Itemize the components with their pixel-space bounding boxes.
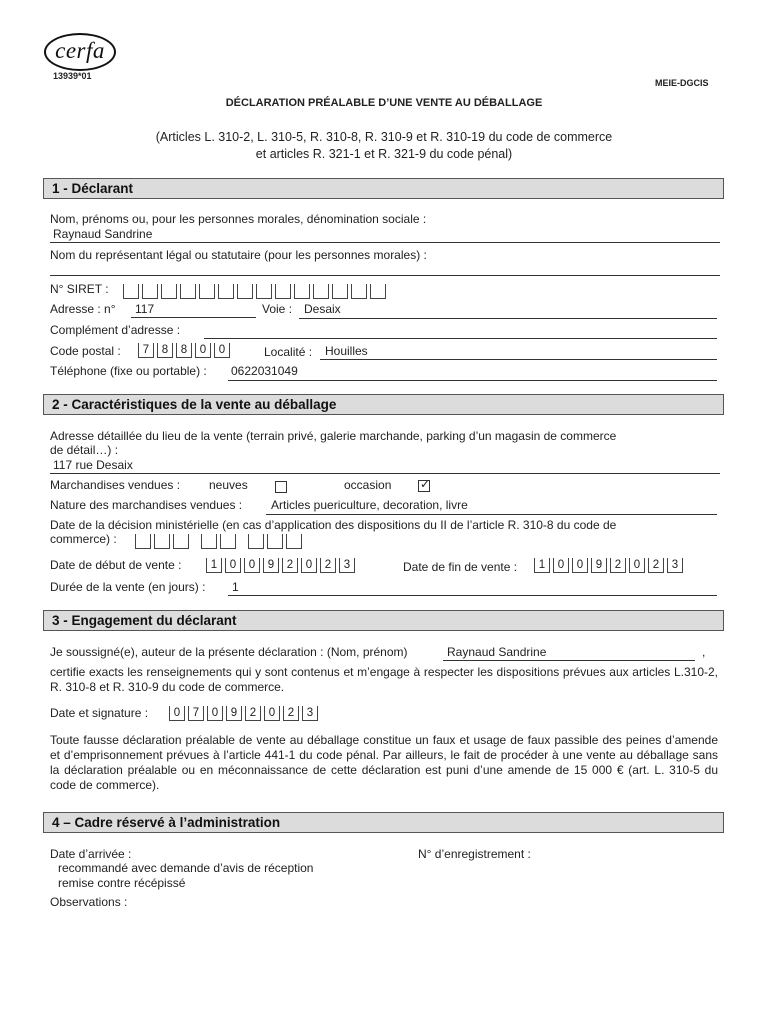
siret-digit-box [370,284,386,299]
sale-address-underline [50,473,720,474]
start-date-digit: 0 [225,558,241,573]
start-date-label: Date de début de vente : [50,558,182,572]
signature-date-digit: 0 [207,706,223,721]
postal-digit: 0 [214,343,230,358]
sale-address-field[interactable]: 117 rue Desaix [53,458,133,472]
name-underline [50,242,720,243]
postal-code-label: Code postal : [50,344,121,358]
city-label: Localité : [264,345,313,359]
end-date-digit: 3 [667,558,683,573]
start-date-digit: 2 [282,558,298,573]
arrival-date-label: Date d’arrivée : [50,847,132,861]
undersigned-comma: , [702,645,706,659]
date-digit-box [154,534,170,549]
siret-digit-box [123,284,139,299]
date-digit-box [135,534,151,549]
new-goods-label: neuves [209,478,248,492]
siret-digit-box [218,284,234,299]
postal-digit: 8 [157,343,173,358]
city-field[interactable]: Houilles [325,344,368,358]
signature-date-digit: 2 [283,706,299,721]
date-digit-box [220,534,236,549]
subtitle-line2: et articles R. 321-1 et R. 321-9 du code pénal) [255,147,513,161]
legal-warning-text: Toute fausse déclaration préalable de vente au déballage constitue un faux et usage de faux passible des peines d’amende et d’emprisonnement prévues à l’article 441-1 du code pénal. Par ailleurs, le fait de procéder à une vente au déballage sans la déclaration préalable ou en méconnaissance de cette déclaration est puni d’une amende de 15 000 € (art. L. 310-5 du code de commerce). [50,733,718,792]
used-goods-checkbox[interactable] [418,477,431,492]
section-title: 4 – Cadre réservé à l’administration [52,815,281,830]
end-date-digit: 0 [572,558,588,573]
section-commitment-header [43,610,724,631]
subtitle-line1: (Articles L. 310-2, L. 310-5, R. 310-8, R. 310-9 et R. 310-19 du code de commerce [155,130,613,144]
goods-nature-underline [266,514,717,515]
signature-date-digit: 7 [188,706,204,721]
goods-sold-label: Marchandises vendues : [50,478,181,492]
date-digit-box [173,534,189,549]
siret-digit-box [294,284,310,299]
undersigned-underline [443,660,695,661]
check-icon: ✓ [420,477,431,491]
registered-mail-option: recommandé avec demande d’avis de réception [58,861,314,875]
siret-digit-box [313,284,329,299]
siret-label: N° SIRET : [50,282,109,296]
address-number-underline [131,317,256,318]
new-goods-checkbox[interactable] [275,481,287,493]
section-title: 3 - Engagement du déclarant [52,613,237,628]
start-date-digit: 1 [206,558,222,573]
start-date-digit: 3 [339,558,355,573]
agency-code: MEIE-DGCIS [655,78,709,88]
siret-digit-box [161,284,177,299]
signature-date-digit: 0 [169,706,185,721]
siret-digit-box [180,284,196,299]
observations-label: Observations : [50,895,128,909]
end-date-label: Date de fin de vente : [403,560,518,574]
name-field[interactable]: Raynaud Sandrine [53,227,153,241]
postal-digit: 8 [176,343,192,358]
representative-label: Nom du représentant légal ou statutaire (pour les personnes morales) : [50,248,427,262]
signature-date-digit: 0 [264,706,280,721]
end-date-digit: 2 [648,558,664,573]
postal-digit: 7 [138,343,154,358]
cerfa-logo-text: cerfa [55,38,105,63]
siret-digit-box [332,284,348,299]
end-date-field[interactable] [534,558,686,573]
signature-date-digit: 3 [302,706,318,721]
siret-field[interactable] [123,284,389,299]
receipt-option: remise contre récépissé [58,876,186,890]
phone-underline [228,380,717,381]
signature-date-digit: 9 [226,706,242,721]
date-signature-label: Date et signature : [50,706,149,720]
signature-date-digit: 2 [245,706,261,721]
page-title: DÉCLARATION PRÉALABLE D’UNE VENTE AU DÉBALLAGE [225,97,543,109]
undersigned-label: Je soussigné(e), auteur de la présente déclaration : (Nom, prénom) [50,645,408,659]
siret-digit-box [275,284,291,299]
address-complement-field[interactable] [204,338,717,339]
representative-field[interactable] [50,275,720,276]
signature-date-field[interactable] [169,706,321,721]
start-date-digit: 9 [263,558,279,573]
used-goods-label: occasion [344,478,392,492]
date-digit-box [267,534,283,549]
duration-underline [228,595,717,596]
date-digit-box [201,534,217,549]
section-declarant-header [43,178,724,199]
street-underline [299,318,717,319]
date-digit-box [248,534,264,549]
address-number-field[interactable]: 117 [135,302,155,316]
goods-nature-field[interactable]: Articles puericulture, decoration, livre [271,498,468,512]
postal-digit: 0 [195,343,211,358]
ministerial-decision-label-line1: Date de la décision ministérielle (en cas d’application des dispositions du II de l’article R. 310-8 du code de [50,518,617,532]
date-digit-box [286,534,302,549]
end-date-digit: 1 [534,558,550,573]
section-title: 1 - Déclarant [52,181,134,196]
address-number-label: Adresse : n° [50,302,116,316]
siret-digit-box [237,284,253,299]
city-underline [320,359,717,360]
address-complement-label: Complément d’adresse : [50,323,181,337]
end-date-digit: 0 [553,558,569,573]
start-date-digit: 0 [244,558,260,573]
registration-number-label: N° d’enregistrement : [418,847,531,861]
siret-digit-box [256,284,272,299]
sale-address-label-line2: de détail…) : [50,443,119,457]
duration-label: Durée de la vente (en jours) : [50,580,206,594]
siret-digit-box [199,284,215,299]
section-sale-characteristics-header [43,394,724,415]
cerfa-logo [44,33,116,71]
certification-text: certifie exacts les renseignements qui y sont contenus et m’engage à respecter les dispositions prévues aux articles L.310-2, R. 310-8 et R. 310-9 du code de commerce. [50,665,718,694]
end-date-digit: 9 [591,558,607,573]
end-date-digit: 0 [629,558,645,573]
start-date-digit: 0 [301,558,317,573]
phone-label: Téléphone (fixe ou portable) : [50,364,207,378]
street-field[interactable]: Desaix [304,302,341,316]
start-date-digit: 2 [320,558,336,573]
name-label: Nom, prénoms ou, pour les personnes morales, dénomination sociale : [50,212,427,226]
form-number: 13939*01 [53,71,92,81]
postal-code-field[interactable] [138,343,233,358]
end-date-digit: 2 [610,558,626,573]
ministerial-decision-date-field[interactable] [135,534,305,549]
duration-field[interactable]: 1 [232,580,239,594]
undersigned-field[interactable]: Raynaud Sandrine [447,645,547,659]
ministerial-decision-label-line2: commerce) : [50,532,117,546]
sale-address-label-line1: Adresse détaillée du lieu de la vente (terrain privé, galerie marchande, parking d’un magasin de commerce [50,429,617,443]
street-label: Voie : [262,302,293,316]
section-title: 2 - Caractéristiques de la vente au déballage [52,397,337,412]
start-date-field[interactable] [206,558,358,573]
goods-nature-label: Nature des marchandises vendues : [50,498,243,512]
phone-field[interactable]: 0622031049 [231,364,298,378]
section-administration-header [43,812,724,833]
siret-digit-box [351,284,367,299]
siret-digit-box [142,284,158,299]
